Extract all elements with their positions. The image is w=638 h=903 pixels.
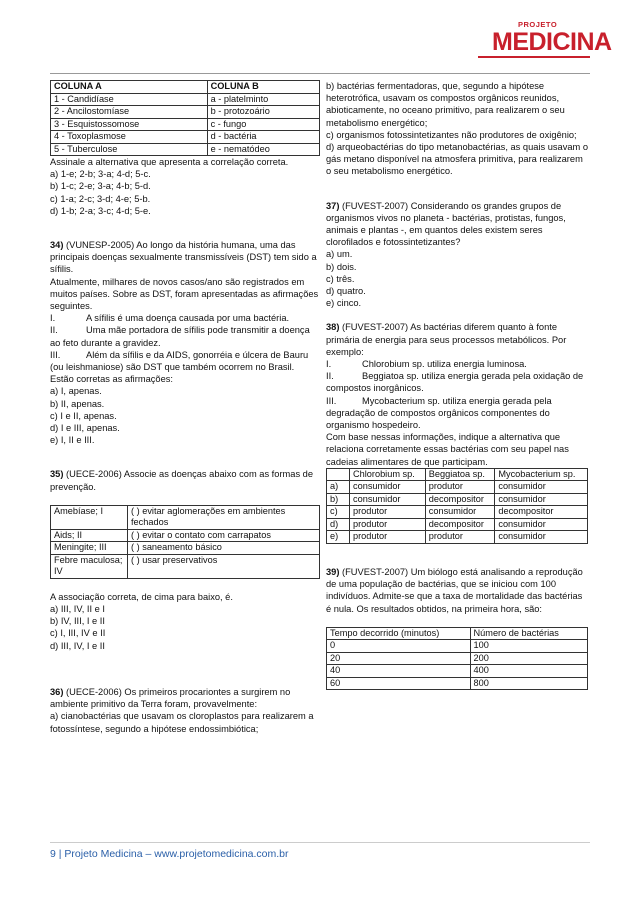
table-row (327, 531, 588, 544)
table-cell: ( ) saneamento básico (128, 542, 320, 555)
table-cell: produtor (350, 531, 426, 544)
q39-number: 39) (326, 566, 340, 577)
projeto-medicina-logo (478, 18, 612, 64)
table-header: Mycobacterium sp. (495, 468, 588, 481)
q35-option: d) III, IV, I e II (50, 640, 105, 651)
table-cell: 5 - Tuberculose (51, 143, 208, 156)
table-cell: 200 (470, 652, 587, 665)
footer-divider (50, 842, 590, 843)
q35-number: 35) (50, 469, 64, 480)
q34-intro (50, 239, 320, 276)
q33-line: Assinale a alternativa que apresenta a correlação correta. (50, 157, 289, 167)
table-cell: e - nematódeo (207, 143, 319, 156)
table-header: Chlorobium sp. (350, 468, 426, 481)
table-row (51, 542, 320, 555)
table-cell: d - bactéria (207, 131, 319, 144)
page-footer: 9 | Projeto Medicina – www.projetomedicina.com.br (50, 848, 289, 860)
table-row (51, 131, 320, 144)
q37-option: b) dois. (326, 261, 357, 272)
logo-big-text: MEDICINA (492, 28, 612, 56)
table-cell: 800 (470, 677, 587, 690)
table-cell: produtor (350, 506, 426, 519)
table-cell: a) (327, 481, 350, 494)
item-number: II. (326, 371, 334, 382)
table-cell: produtor (425, 531, 495, 544)
table-row (51, 118, 320, 131)
table-row (327, 518, 588, 531)
table-cell: 60 (327, 677, 471, 690)
q35-option: a) III, IV, II e I (50, 604, 105, 615)
q37-option: a) um. (326, 249, 353, 260)
table-cell: consumidor (495, 518, 588, 531)
q34-item (50, 349, 320, 373)
q36-option: d) arqueobactérias do tipo metanobactérias, as quais usavam o gás metano disponível na atmosfera primitiva, para realizarem o seu metabolismo energético. (326, 142, 589, 177)
q39-intro (326, 566, 588, 615)
q33-option: c) 1-a; 2-c; 3-d; 4-e; 5-b. (50, 193, 151, 204)
item-number: III. (50, 349, 61, 360)
q35-option: b) IV, III, I e II (50, 616, 105, 627)
table-row (51, 529, 320, 542)
table-cell: b - protozoário (207, 106, 319, 119)
logo-underline (478, 56, 590, 58)
q34-line: Estão corretas as afirmações: (50, 374, 173, 385)
table-row (327, 652, 588, 665)
q35-option: c) I, III, IV e II (50, 628, 106, 639)
table-cell: ( ) evitar aglomerações em ambientes fechados (128, 505, 320, 529)
table-cell: consumidor (350, 481, 426, 494)
q35-intro (50, 468, 320, 492)
table-row (51, 143, 320, 156)
table-row (51, 93, 320, 106)
table-cell: b) (327, 493, 350, 506)
table-cell: consumidor (495, 481, 588, 494)
q34-number: 34) (50, 240, 64, 251)
table-header: Tempo decorrido (minutos) (327, 627, 471, 640)
item-number: I. (50, 313, 56, 324)
table-cell: Amebíase; I (51, 505, 128, 529)
left-column (50, 80, 320, 735)
q38-item (326, 370, 588, 394)
q34-item (50, 312, 320, 324)
q37-intro (326, 200, 588, 249)
q39-intro-text: (FUVEST-2007) Um biólogo está analisando a reprodução de uma população de bactérias, que se iniciou com 100 indivíduos. Admite-se que a taxa de mortalidade das bactérias é nula. Os resultados obtidos, na primeira hora, são: (326, 566, 583, 614)
q38-after: Com base nessas informações, indique a alternativa que relaciona corretamente essas bactérias com seu papel nas cadeias alimentares de que participam. (326, 432, 569, 467)
table-row (327, 677, 588, 690)
table-row (51, 505, 320, 529)
q38-item (326, 358, 588, 370)
item-number: I. (326, 359, 332, 370)
table-header: COLUNA A (51, 81, 208, 94)
q38-number: 38) (326, 322, 340, 333)
q37-number: 37) (326, 200, 340, 211)
table-cell: 2 - Ancilostomíase (51, 106, 208, 119)
q38-table (326, 468, 588, 544)
table-row (327, 640, 588, 653)
item-number: III. (326, 395, 337, 406)
q37-option: c) três. (326, 273, 355, 284)
table-header: Beggiatoa sp. (425, 468, 495, 481)
item-text: Além da sífilis e da AIDS, gonorréia e úlcera de Bauru (ou leishmaniose) são DST que também ocorrem no Brasil. (50, 349, 309, 373)
table-cell: consumidor (495, 531, 588, 544)
q34-option: b) II, apenas. (50, 398, 105, 409)
table-cell: 100 (470, 640, 587, 653)
item-text: Beggiatoa sp. utiliza energia gerada pela oxidação de compostos inorgânicos. (326, 371, 584, 394)
logo-small-text: PROJETO (518, 20, 558, 29)
table-cell: decompositor (425, 518, 495, 531)
q33-option: a) 1-e; 2-b; 3-a; 4-d; 5-c. (50, 169, 151, 180)
table-header-row (327, 468, 588, 481)
item-text: Uma mãe portadora de sífilis pode transmitir a doença ao feto durante a gravidez. (50, 325, 310, 348)
q34-option: a) I, apenas. (50, 386, 102, 397)
q34-item (50, 324, 320, 348)
table-row (327, 493, 588, 506)
table-cell: Meningite; III (51, 542, 128, 555)
table-cell: decompositor (425, 493, 495, 506)
table-cell: Febre maculosa; IV (51, 554, 128, 578)
table-row (327, 481, 588, 494)
table-cell: e) (327, 531, 350, 544)
table-cell: consumidor (495, 493, 588, 506)
item-text: Mycobacterium sp. utiliza energia gerada pela degradação de compostos orgânicos componentes do organismo hospedeiro. (326, 395, 552, 431)
table-cell: 20 (327, 652, 471, 665)
table-cell: a - platelminto (207, 93, 319, 106)
table-cell: ( ) evitar o contato com carrapatos (128, 529, 320, 542)
table-header (327, 468, 350, 481)
table-cell: produtor (350, 518, 426, 531)
table-cell: ( ) usar preservativos (128, 554, 320, 578)
right-column (326, 80, 588, 690)
table-cell: 3 - Esquistossomose (51, 118, 208, 131)
q36-option: b) bactérias fermentadoras, que, segundo a hipótese heterotrófica, usavam os compostos orgânicos reunidos, abioticamente, no oceano primitivo, para realizarem o seu metabolismo energético; (326, 81, 565, 128)
table-row (51, 554, 320, 578)
table-cell: 400 (470, 665, 587, 678)
coluna-table (50, 80, 320, 156)
item-text: Chlorobium sp. utiliza energia luminosa. (362, 359, 527, 370)
item-number: II. (50, 325, 58, 336)
q38-intro (326, 321, 588, 358)
q34-intro-text: (VUNESP-2005) Ao longo da história humana, uma das principais doenças sexualmente transmissíveis (DST) tem sido a sífilis. (50, 240, 317, 275)
q34-option: e) I, II e III. (50, 435, 95, 446)
table-cell: c) (327, 506, 350, 519)
header-divider (50, 73, 590, 74)
table-cell: decompositor (495, 506, 588, 519)
q34-option: c) I e II, apenas. (50, 410, 117, 421)
table-header-row (327, 627, 588, 640)
q35-table (50, 505, 320, 579)
table-row (327, 506, 588, 519)
q36-intro-text: (UECE-2006) Os primeiros procariontes a surgirem no ambiente primitivo da Terra foram, provavelmente: (50, 686, 291, 710)
table-cell: 0 (327, 640, 471, 653)
table-cell: d) (327, 518, 350, 531)
table-header: COLUNA B (207, 81, 319, 94)
q37-option: e) cinco. (326, 298, 362, 309)
q38-item (326, 395, 588, 432)
table-cell: consumidor (350, 493, 426, 506)
q35-line: A associação correta, de cima para baixo, é. (50, 591, 233, 602)
table-cell: c - fungo (207, 118, 319, 131)
table-cell: Aids; II (51, 529, 128, 542)
q35-intro-text: (UECE-2006) Associe as doenças abaixo com as formas de prevenção. (50, 469, 314, 492)
q34-option: d) I e III, apenas. (50, 423, 120, 434)
q36-option: c) organismos fotossintetizantes não produtores de oxigênio; (326, 129, 577, 140)
table-cell: 1 - Candidíase (51, 93, 208, 106)
q33-option: d) 1-b; 2-a; 3-c; 4-d; 5-e. (50, 205, 151, 216)
q36-option: a) cianobactérias que usavam os cloroplastos para realizarem a fotossíntese, segundo a hipótese endossimbiótica; (50, 711, 314, 734)
q39-table (326, 627, 588, 691)
q36-intro (50, 686, 320, 710)
q33-option: b) 1-c; 2-e; 3-a; 4-b; 5-d. (50, 181, 151, 192)
q36-number: 36) (50, 686, 64, 697)
table-cell: 4 - Toxoplasmose (51, 131, 208, 144)
q37-option: d) quatro. (326, 286, 366, 297)
item-text: A sífilis é uma doença causada por uma bactéria. (86, 313, 290, 324)
q37-intro-text: (FUVEST-2007) Considerando os grandes grupos de organismos vivos no planeta - bactérias, protistas, fungos, animais e plantas -, em quantos deles existem seres clorofilados e fotossintetizantes? (326, 200, 566, 248)
table-header: Número de bactérias (470, 627, 587, 640)
table-cell: consumidor (425, 506, 495, 519)
table-cell: 40 (327, 665, 471, 678)
table-cell: produtor (425, 481, 495, 494)
table-row (51, 106, 320, 119)
table-row (327, 665, 588, 678)
q34-p2: Atualmente, milhares de novos casos/ano são registrados em muitos países. Sobre as DST, foram apresentadas as afirmações seguintes. (50, 276, 319, 312)
q38-intro-text: (FUVEST-2007) As bactérias diferem quanto à fonte primária de energia para seus processos metabólicos. Por exemplo: (326, 322, 567, 357)
